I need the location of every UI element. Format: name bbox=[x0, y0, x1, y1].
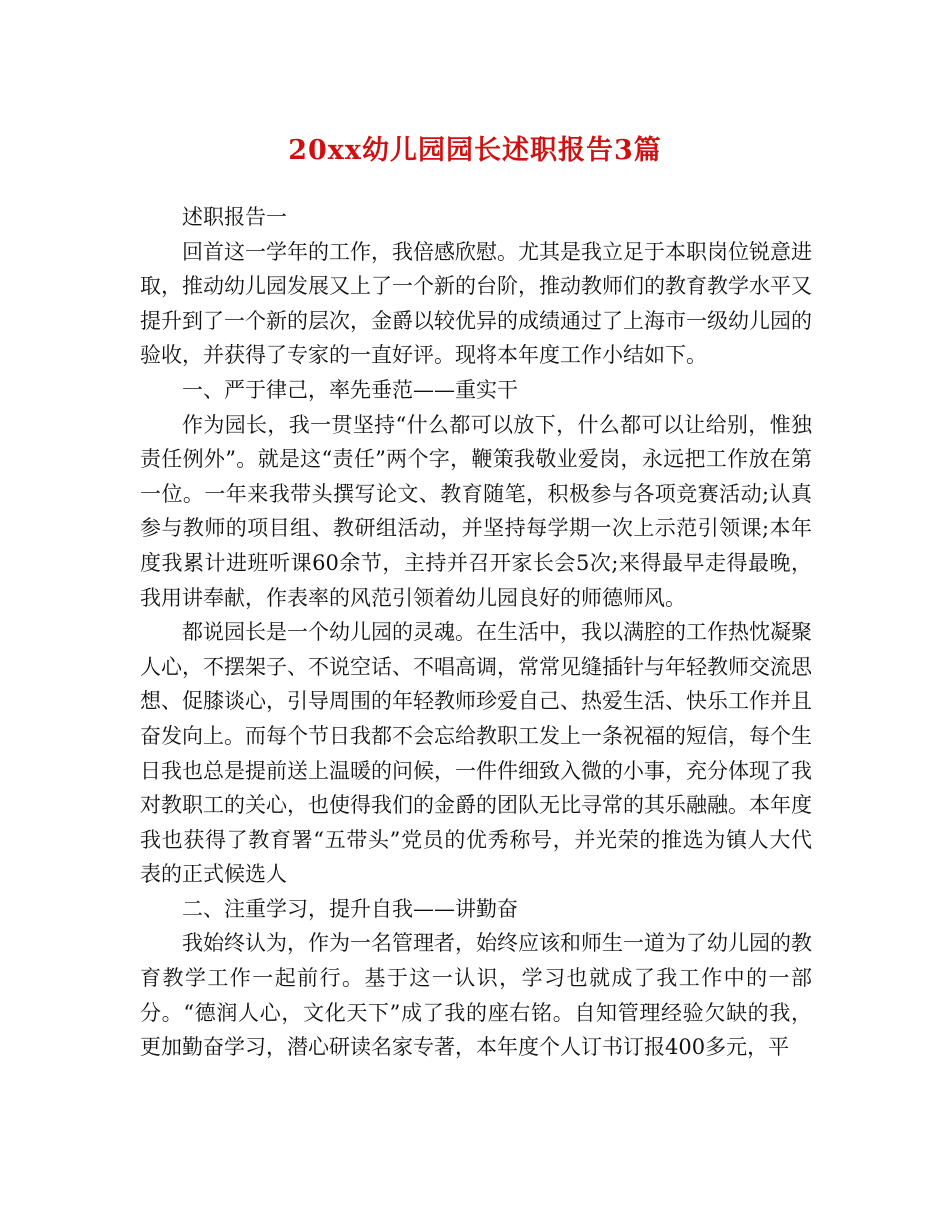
body-paragraph: 作为园长，我一贯坚持“什么都可以放下，什么都可以让给别，惟独责任例外”。就是这“责任”两个字，鞭策我敬业爱岗，永远把工作放在第一位。一年来我带头撰写论文、教育随笔，积极参与各项竞赛活动;认真参与教师的项目组、教研组活动，并坚持每学期一次上示范引领课;本年度我累计进班听课60余节，主持并召开家长会5次;来得最早走得最晚，我用讲奉献，作表率的风范引领着幼儿园良好的师德师风。 bbox=[140, 412, 812, 610]
document-title: 20xx幼儿园园长述职报告3篇 bbox=[288, 135, 662, 166]
document-body bbox=[140, 200, 812, 1065]
section-heading: 述职报告一 bbox=[182, 205, 287, 229]
body-paragraph: 回首这一学年的工作，我倍感欣慰。尤其是我立足于本职岗位锐意进取，推动幼儿园发展又上了一个新的台阶，推动教师们的教育教学水平又提升到了一个新的层次，金爵以较优异的成绩通过了上海市一级幼儿园的验收，并获得了专家的一直好评。现将本年度工作小结如下。 bbox=[140, 239, 812, 368]
body-paragraph: 我始终认为，作为一名管理者，始终应该和师生一道为了幼儿园的教育教学工作一起前行。基于这一认识，学习也就成了我工作中的一部分。“德润人心，文化天下”成了我的座右铭。自知管理经验欠缺的我，更加勤奋学习，潜心研读名家专著，本年度个人订书订报400多元，平 bbox=[140, 931, 812, 1060]
section-heading: 一、严于律己，率先垂范——重实干 bbox=[182, 377, 518, 402]
section-heading: 二、注重学习，提升自我——讲勤奋 bbox=[182, 896, 518, 921]
body-paragraph: 都说园长是一个幼儿园的灵魂。在生活中，我以满腔的工作热忱凝聚人心，不摆架子、不说空话、不唱高调，常常见缝插针与年轻教师交流思想、促膝谈心，引导周围的年轻教师珍爱自己、热爱生活、快乐工作并且奋发向上。而每个节日我都不会忘给教职工发上一条祝福的短信，每个生日我也总是提前送上温暖的问候，一件件细致入微的小事，充分体现了我对教职工的关心，也使得我们的金爵的团队无比寻常的其乐融融。本年度我也获得了教育署“五带头”党员的优秀称号，并光荣的推选为镇人大代表的正式候选人 bbox=[140, 620, 812, 887]
